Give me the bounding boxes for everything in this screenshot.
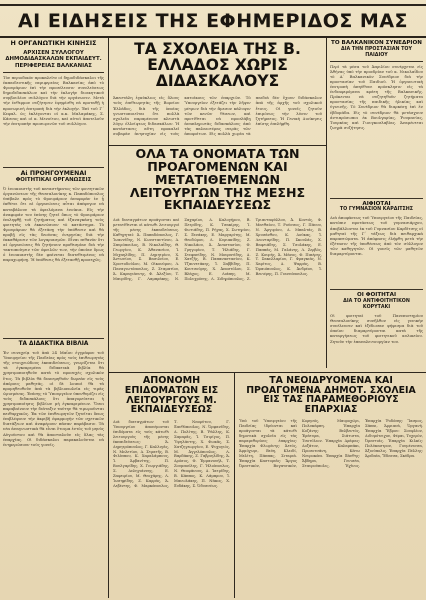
bottom-right-article xyxy=(239,376,423,598)
right-article-body-2: Διὰ ἀποφάσεως τοῦ Ὑπουργείου τῆς Παιδείας, κατόπιν προτάσεως τοῦ γυμνασιάρχου, ἀποβάλλονται ἐκ τοῦ Γυμνασίου Καρδίτσης οἱ μαθηταὶ τῆς Γ΄ τάξεως διὰ πειθαρχικὰ παραπτώματα. Ἡ ἀπόφασις ἐλήφθη μετὰ τὴν ἐξέτασιν τῆς ὑποθέσεως ἀπὸ τὸν σύλλογον τῶν καθηγητῶν. Οἱ γονεῖς τῶν μαθητῶν διαμαρτύρονται. xyxy=(330,215,423,257)
left-article-body-3: Ἐν συνεχείᾳ τοῦ ἀπὸ 24 Μαΐου ἐγγράφου τοῦ Ὑπουργείου τῆς Παιδείας πρὸς τοὺς ἐπιθεωρητὰς τῆς στοιχειώδους ἐκπαιδεύσεως, γνωρίζεται ὅτι τὰ ἐγκεκριμένα διδακτικὰ βιβλία θὰ χρησιμοποιηθοῦν κατὰ τὸ προσεχὲς σχολικὸν ἔτος. Τὰ βιβλία θὰ διανεμηθοῦν δωρεὰν εἰς τοὺς ἀπόρους μαθητάς, οἱ δὲ λοιποὶ θὰ τὰ προμηθευθοῦν ἀπὸ τὰ βιβλιοπωλεῖα εἰς τιμὰς ὡρισμένας. Ἐπίσης τὸ Ὑπουργεῖον ὑπενθυμίζει εἰς τοὺς διδασκάλους ὅτι ἀπαγορεύεται ἡ χρησιμοποίησις βιβλίων μὴ ἐγκεκριμένων. Ὅσοι παραβαίνουν τὴν διάταξιν ταύτην θὰ τιμωροῦνται πειθαρχικῶς. Ἐκ τῶν ἐπιθεωρητῶν ζητεῖται ὅπως ἐπιβλέψουν τὴν ἀκριβῆ ἐφαρμογὴν τῶν σχετικῶν διατάξεων καὶ ἀναφέρουν πᾶσαν παράβασιν. Τὰ νέα ἀναγνωστικὰ θὰ εἶναι ἕτοιμα ἐντὸς τοῦ μηνὸς Αὐγούστου καὶ θὰ ἀποσταλοῦν εἰς ὅλας τὰς ἐπαρχίας. Οἱ διδάσκαλοι παρακαλοῦνται νὰ ἐνημερώσουν τοὺς γονεῖς. xyxy=(3,350,104,447)
center-main-headline: ΟΛΑ ΤΑ ΟΝΟΜΑΤΑ ΤΩΝ ΠΡΟΑΓΟΜΕΝΩΝ ΚΑΙ ΜΕΤΑΤΙΘΕΜΕΝΩΝ ΛΕΙΤΟΥΡΓΩΝ ΤΗΣ ΜΕΣΗΣ ΕΚΠΑΙΔΕΥΣΕΩΣ xyxy=(129,148,306,213)
left-sub-organization: ΑΡΧΙΣΕΝ ΣΥΛΛΟΓΟΥ ΔΗΜΟΔΙΔΑΣΚΑΛΩΝ ΕΚΠΑΙΔΕΥΤ. ΠΕΡΙΦΕΡΕΙΑΣ ΒΑΛΚΑΝΙΑΣ xyxy=(5,49,102,70)
divider xyxy=(330,61,423,62)
column-rule-right xyxy=(326,38,327,368)
left-column xyxy=(3,40,104,596)
right-sub-students: ΔΙΑ ΤΟ ΑΝΤΙΦΟΙΤΗΤΙΚΟΝ ΚΟΡΥΤΑΚΙ xyxy=(343,299,410,311)
bottom-center-article xyxy=(113,376,230,598)
center-top-article xyxy=(113,40,322,144)
left-article-body-2: Ὁ ἐνοικιαστὴς τοῦ καταστήματος τῶν φοιτητικῶν ὀργανώσεων τῆς Θεσσαλονίκης κ. Παπαδόπουλος ὑπέβαλε πρὸς τὸ Φρουράριον ἀναφοράν ἐν ᾗ ἐκθέτει ὅτι αἱ ὀργανώσεις αὗται ἀπέφυγον νὰ καταβάλουν τὰ ὀφειλόμενα ἐνοίκια. Εἰς τὴν ἀναφοράν του ἐπίσης ζητεῖ ὅπως τὸ Φρουράριον ἐπιληφθῇ τοῦ ζητήματος καὶ ἐξαναγκάσῃ τοὺς φοιτητὰς νὰ ἐκκενώσουν τὸ κατάστημα. Τὸ Φρουράριον θὰ ἐξετάσῃ τὴν ὑπόθεσιν καὶ θὰ προβῇ εἰς τὰς δεούσας ἐνεργείας διὰ τὴν ἐκκαθάρισιν τῶν λογαριασμῶν. Εἶναι πιθανὸν ὅτι αἱ ὀργανώσεις θὰ ζητήσουν προθεσμίαν διὰ τὴν τακτοποίησιν τῶν ὀφειλῶν των, τὴν ὁποίαν ὅμως ὁ ἐνοικιαστὴς δὲν φαίνεται διατεθειμένος νὰ παραχωρήσῃ. Ἡ ὑπόθεσις θὰ ἐξετασθῇ προσεχῶς. xyxy=(3,186,104,263)
center-main-article xyxy=(113,148,322,370)
divider xyxy=(3,72,104,73)
bottom-right-body: Ὑπὸ τοῦ Ὑπουργείου τῆς Παιδείας ἱδρύονται καὶ προάγονται τὰ κάτωθι δημοτικὰ σχολεῖα εἰς τὰς παραμεθορίους ἐπαρχίας: Ἐπαρχία Φλωρίνης: Ἀετός, Ἀμμόχωρι, Βεύη, Κλειδί, Μελίτη, Πάππας, Σιταριά. Ἐπαρχία Καστοριᾶς: Ἄργος Ὀρεστικόν, Βογατσικόν, Κορησός, Μαυροχώρι, Πολυκάρπη. Ἐπαρχία Κοζάνης: Βελβεντός, Ἐράτυρα, Σιάτιστα, Τσοτύλιον. Ἐπαρχία Δράμας: Δοξάτον, Καλαμπάκι, Προσοτσάνη, Κάτω Νευροκόπι. Ἐπαρχία Ξάνθης: Ἄβδηρα, Γενισέα, Σταυρούπολις, Ἐχῖνος. Ἐπαρχία Ῥοδόπης: Ἴασμος, Σάπαι, Ἀρριανά, Ὀργανή. Ἐπαρχία Ἕβρου: Σουφλίον, Διδυμότειχον, Φέραι, Τυχερόν, Ὀρεστιάς. Ἐπαρχία Κιλκίς: Πολύκαστρον, Γουμένισσα, Ἀξιούπολις. Ἐπαρχία Πέλλης: Ἀριδαία, Ἔδεσσα, Σκύδρα. xyxy=(239,419,423,468)
divider xyxy=(3,167,104,168)
bottom-right-headline: ΤΑ ΝΕΟΙΔΡΥΟΜΕΝΑ ΚΑΙ ΠΡΟΑΓΟΜΕΝΑ ΔΗΜΟΤ. ΣΧΟΛΕΙΑ ΕΙΣ ΤΑΣ ΠΑΡΑΜΕΘΟΡΙΟΥΣ ΕΠΑΡΧΙΑΣ xyxy=(246,376,416,415)
bottom-center-body: Διὰ διαταγμάτων τοῦ Ὑπουργείου ἀπονέμονται ἐπιδόματα εἰς τοὺς κάτωθι λειτουργοὺς τῆς μέσης ἐκπαιδεύσεως: Ἀ. Δημητρόπουλος, Γ. Καλλιγᾶς, Ν. Μελετίου, Δ. Στρατῆς, Β. Φιλίππου, Κ. Χαραλάμπους, Ἰ. Ἀρβανίτης, Π. Βουλγαρίδης, Χ. Γεωργιάδης, Σ. Δεληγιάννης, Ε. Ζαφειρίου, Μ. Θεοχάρης, Λ. Ἰωσηφίδης, Ζ. Καρράς, Ἀ. Λεβέντης, Φ. Μαρκόπουλος, Τ. Νεοφύτου, Γ. Ξανθόπουλος, Ν. Ὀρφανίδης, Δ. Πολίτης, Β. Ῥάλλης, Κ. Σαμαρᾶς, Ἰ. Τσιρίγος, Π. Ὑψηλάντης, Χ. Φωκᾶς, Σ. Χατζηγεωργίου, Ε. Ψυχογιός, Μ. Ἀγγελόπουλος, Λ. Βαρδάκης, Ζ. Γαβριηλίδης, Ἀ. Δρόσος, Φ. Ἐμμανουήλ, Τ. Ζουμπούλης, Γ. Ἡλιόπουλος, Ν. Θεοφάνους, Δ. Ἰατρίδης, Β. Κάππος, Κ. Λάμπρου, Ἰ. Μανωλάκης, Π. Νάκος, Χ. Ξυδάκης, Σ. Ὀδυσσέως. xyxy=(113,420,230,488)
masthead-banner xyxy=(0,4,426,38)
right-article-body-3: Οἱ φοιτηταὶ τοῦ Πανεπιστημίου Θεσσαλονίκης συνῆλθον εἰς γενικὴν συνέλευσιν καὶ ἐξέδωσαν ψήφισμα διὰ τοῦ ὁποίου διαμαρτύρονται κατὰ τῆς καταργήσεως τοῦ φοιτητικοῦ κυλικείου. Ζητοῦν τὴν ἐπαναλειτουργίαν του. xyxy=(330,313,423,344)
left-article-body-1: Τὸν περιοδικόν προκαλεῖτε οἱ δημοδιδάσκαλοι τῆς ἐκπαιδευτικῆς περιφερείας Βαλκανίας ἀπὸ τὸ Φρουράριον ἐπὶ τὴν προσέλευσιν συνελεύσεως δημοδιδασκάλων καὶ τὴν ἐκλογὴν διοικητικοῦ συμβουλίου συλλόγου διὰ τὴν οργάνωσιν. Μετὰ τὴν ἐνθερμον συζήτησιν ἐψηφίσθη νὰ προταθῇ ἡ προσωρινὴ ἐπιτροπὴ διὰ τὴν ἐκλογήν. Ἐπὶ τοῦ Γ΄ Κεφαλ. ὡς ἐκλέγονται οἱ κ.κ. Μαλαμάκης, Σ. Κάσσος καὶ οἱ κ. Μενοίτου, καὶ αὐτοὶ ἀποτελοῦν τὴν ἐπιτροπὴν προσωρινῶν τοῦ συλλόγου. xyxy=(3,74,104,126)
right-head-students: ΟΙ ΦΟΙΤΗΤΑΙ xyxy=(356,292,397,299)
center-main-names-list: Διὰ διαταγμάτων προάγονται καὶ μετατίθενται οἱ κάτωθι λειτουργοὶ τῆς μέσης ἐκπαιδεύσεως. Καθηγηταί: Ἀ. Παπαδόπουλος, Γ. Ἰωαννίδης, Ν. Κωνσταντίνου, Δ. Σπυρόπουλος, Β. Νικολαΐδης, Θ. Γεωργίου, Κ. Ἀθανασίου, Ἰ. Μιχαηλίδης, Π. Δημητρίου, Χ. Ἀντωνίου, Σ. Βασιλείου, Ε. Χριστοδούλου, Μ. Οἰκονόμου, Λ. Παναγιωτόπουλος, Ζ. Σταματίου, Ἀ. Καραγιάννης, Φ. Ἀλεξίου, Τ. Μαυρίδης, Γ. Λαμπράκης, Ν. Ζαχαρίου, Δ. Καλογήρου, Β. Πετρίδης, Κ. Τσακίρης, Ἰ. Φωτιάδης, Π. Ρήγας, Χ. Σωτηρίου, Σ. Ξενάκης, Ε. Μαργαρίτης, Μ. Θεοδώρου, Λ. Κυριακίδης, Ζ. Νικολάου, Ἀ. Ἀναστασίου, Φ. Γρηγορίου, Τ. Ἠλιάδης, Γ. Στεφανίδης, Ν. Μουρατίδης, Δ. Χατζῆς, Β. Παπαναστασίου, Κ. Τζαννετάκης, Ἰ. Σαββίδης, Π. Κουτσούρης, Χ. Ἀποστόλου, Σ. Βλάχος, Ε. Λιάπης, Μ. Πολυχρόνης, Λ. Σιδηρόπουλος, Ζ. Τριανταφύλλου, Ἀ. Κοντός, Φ. Ματθαίου, Τ. Ρούσσος, Γ. Πάνου, Ν. Ἀργυρίου, Δ. Μπαλτάς, Β. Χρυσάνθου, Κ. Δούκας, Ἰ. Λεονταρίδης, Π. Σκουλάς, Χ. Βαφειάδης, Σ. Τσολάκης, Ε. Παππᾶς, Μ. Γαλάνης, Λ. Ζερβός, Ζ. Κουρής, Ἀ. Μάνος, Φ. Πιπέρης, Τ. Σακελλαρίου, Γ. Φραγκιάς, Ν. Χαρίτος, Δ. Ψαρράς, Β. Ὠραιόπουλος, Κ. Ἀνδρέου, Ἰ. Βενιέρης, Π. Γιαννόπουλος. xyxy=(113,218,322,282)
right-sub-karditsa: ΤΟ ΓΥΜΝΑΣΙΟΝ ΚΑΡΔΙΤΣΗΣ xyxy=(339,207,414,213)
left-head-previous: Αἱ ΠΡΟΗΓΟΥΜΕΝΑΙ xyxy=(20,169,87,177)
divider xyxy=(330,289,423,290)
masthead-title: ΑΙ ΕΙΔΗΣΕΙΣ ΤΗΣ ΕΦΗΜΕΡΙΔΟΣ ΜΑΣ xyxy=(17,10,409,32)
center-top-headline: ΤΑ ΣΧΟΛΕΙΑ ΤΗΣ Β. ΕΛΛΑΔΟΣ ΧΩΡΙΣ ΔΙΔΑΣΚΑΛΟΥΣ xyxy=(134,40,301,90)
bottom-column-rule xyxy=(234,373,235,598)
right-article-body-1: Περὶ τὰ μέσα τοῦ Ἀπριλίου συνέρχεται εἰς Ἀθήνας ὑπὸ τὴν προεδρίαν τοῦ κ. Νικολαΐδου τὸ Α΄ Βαλκανικὸν Συνέδριον διὰ τὴν προστασίαν τοῦ Παιδιοῦ. Ἡ ὀργανωτικὴ ἐπιτροπὴ ἀπηύθυνε πρόσκλησιν εἰς τὰ ἐνδιαφερόμενα κράτη τῆς Βαλκανικῆς. Πρόκειται νὰ συζητηθοῦν ζητήματα προστασίας τῆς παιδικῆς ἡλικίας καὶ ὑγιεινῆς. Τὸ Συνέδριον θὰ διαρκέσῃ ἐπὶ ἓν ἑβδομάδα. Εἰς τὸ συνέδριον θὰ μετάσχουν ἀντιπρόσωποι ἐκ Βουλγαρίας, Ῥουμανίας, Τουρκίας καὶ Γιουγκοσλαβίας. Ἀναμένεται ζωηρὰ συζήτησις. xyxy=(330,63,423,130)
right-head-balkan: ΤΟ ΒΑΛΚΑΝΙΚΟΝ ΣΥΝΕΔΡΙΟΝ xyxy=(331,40,422,46)
left-sub-student-orgs: ΦΟΙΤΗΤΙΚΑΙ ΟΡΓΑΝΩΣΕΙΣ xyxy=(15,177,92,184)
center-divider-2 xyxy=(109,372,426,373)
divider xyxy=(3,338,104,339)
center-top-body: Ἀπεστάλη ἐγκύκλιος εἰς ὅλους τοὺς ἐπιθεωρητὰς τῆς Βορείου Ἑλλάδος, διὰ τῆς ὁποίας γνωστοποιεῖται ὅτι πολλὰ σχολεῖα παραμένουν κλειστὰ λόγῳ ἐλλείψεως διδασκάλων. Ἡ κατάστασις αὕτη προκαλεῖ σοβαρὰν ἀνησυχίαν εἰς τοὺς κατοίκους τῶν ἐπαρχιῶν. Τὸ Ὑπουργεῖον ἐξετάζει τὴν λῆψιν μέτρων διὰ τὴν ἄμεσον κάλυψιν τῶν κενῶν θέσεων, καὶ προτίθεται νὰ προσλάβῃ ἀναπληρωτὰς διδασκάλους ἀπὸ τὰς παλαιοτέρας σειρὰς τῶν ἀποφοίτων. Εἰς πολλὰ χωρία τὰ παιδιὰ δὲν ἔχουν διδάσκαλον ἀπὸ τῆς ἀρχῆς τοῦ σχολικοῦ ἔτους. Οἱ γονεῖς ζητοῦν ἐπιμόνως τὴν λύσιν τοῦ ζητήματος. Ἡ Γενικὴ Διοίκησις ἐπίσης ἐπελήφθη. xyxy=(113,95,322,137)
center-divider-1 xyxy=(109,145,326,146)
bottom-center-headline: ΑΠΟΝΟΜΗ ΕΠΙΔΟΜΑΤΩΝ ΕΙΣ ΛΕΙΤΟΥΡΓΟΥΣ Μ. ΕΚΠΑΙΔΕΥΣΕΩΣ xyxy=(124,376,219,416)
right-head-second: ΑΙΦΙΟΤΑΙ xyxy=(362,200,391,207)
divider xyxy=(330,198,423,199)
right-column xyxy=(330,40,423,370)
left-head-organization: Η ΟΡΓΑΝΩΤΙΚΗ ΚΙΝΗΣΙΣ xyxy=(10,40,97,47)
column-rule-left xyxy=(108,38,109,598)
left-head-textbooks: ΤΑ ΔΙΔΑΚΤΙΚΑ ΒΙΒΛΙΑ xyxy=(18,341,89,348)
right-sub-balkan: ΔΙΑ ΤΗΝ ΠΡΟΣΤΑΣΙΑΝ ΤΟΥ ΠΑΙΔΙΟΥ xyxy=(340,46,412,58)
